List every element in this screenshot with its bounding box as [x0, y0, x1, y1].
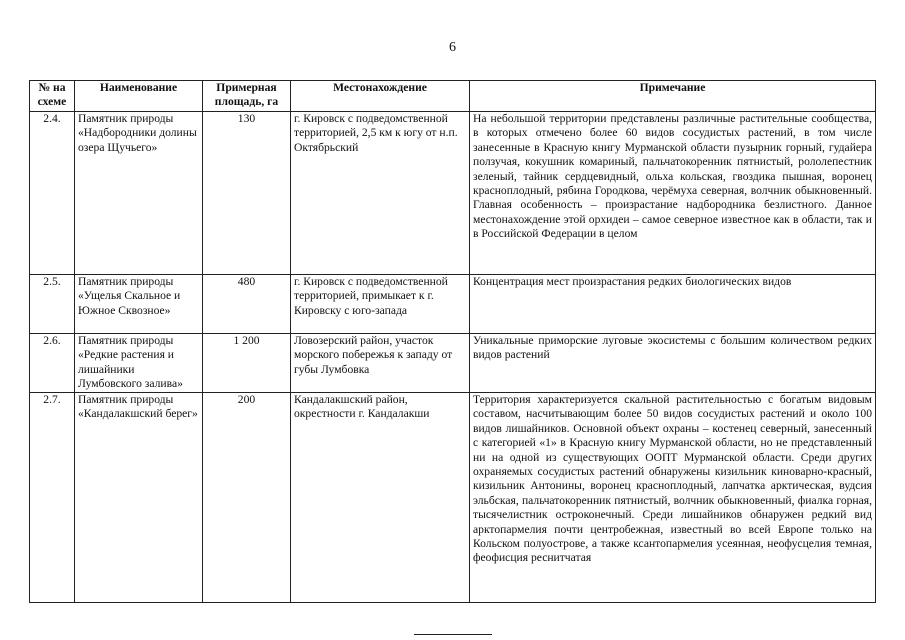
- page-number: 6: [449, 40, 456, 55]
- row-note: Концентрация мест произрастания редких биологических видов: [470, 275, 876, 334]
- row-num: 2.5.: [30, 275, 75, 334]
- header-num: № на схеме: [30, 81, 75, 112]
- header-note: Примечание: [470, 81, 876, 112]
- row-name: Памятник природы «Ущелья Скальное и Южное Сквозное»: [75, 275, 203, 334]
- header-name: Наименование: [75, 81, 203, 112]
- row-area: 480: [203, 275, 291, 334]
- row-location: г. Кировск с подведомственной территорией, примыкает к г. Кировску с юго-запада: [291, 275, 470, 334]
- row-area: 1 200: [203, 334, 291, 393]
- row-name: Памятник природы «Редкие растения и лишайники Лумбовского залива»: [75, 334, 203, 393]
- row-area: 130: [203, 112, 291, 275]
- table-header-row: [30, 81, 876, 112]
- row-num: 2.4.: [30, 112, 75, 275]
- row-name: Памятник природы «Кандалакшский берег»: [75, 393, 203, 603]
- row-note: Уникальные приморские луговые экосистемы с большим количеством редких видов растений: [470, 334, 876, 393]
- row-num: 2.6.: [30, 334, 75, 393]
- row-location: Ловозерский район, участок морского побережья к западу от губы Лумбовка: [291, 334, 470, 393]
- footer-rule: [414, 634, 492, 635]
- row-name: Памятник природы «Надбородники долины озера Щучьего»: [75, 112, 203, 275]
- protected-areas-table: [29, 80, 876, 603]
- row-location: г. Кировск с подведомственной территорией, 2,5 км к югу от н.п. Октябрьский: [291, 112, 470, 275]
- table-row: [30, 112, 876, 275]
- header-area: Примерная площадь, га: [203, 81, 291, 112]
- table-row: [30, 334, 876, 393]
- row-area: 200: [203, 393, 291, 603]
- table-row: [30, 393, 876, 603]
- row-num: 2.7.: [30, 393, 75, 603]
- row-note: Территория характеризуется скальной растительностью с богатым видовым составом, насчитывающим более 50 видов сосудистых растений и около 100 видов лишайников. Основной объект охраны – костенец северный, занесенный с категорией «1» в Красную книгу Мурманской области, но не представленный ни на одной из существующих ООПТ Мурманской области. Среди других охраняемых сосудистых растений обнаружены кизильник киноварно-красный, кизильник Антонины, воронец красноплодный, лапчатка арктическая, вудсия эльбская, пальчатокоренник пятнистый, волчник обыкновенный, фиалка горная, тысячелистник остроконечный. Среди лишайников обнаружен редкий вид арктопармелия почти центробежная, известный во всей Европе только на Кольском полуострове, а также ксантопармелия усеянная, неофусцелия темная, феофисция реснитчатая: [470, 393, 876, 603]
- row-note: На небольшой территории представлены различные растительные сообщества, в которых отмечено более 60 видов сосудистых растений, в том числе занесенные в Красную книгу Мурманской области пузырник горный, гудайера ползучая, кокушник комариный, пальчатокоренник пятнистый, pололепестник зеленый, тайник сердцевидный, ольха кольская, гвоздика пышная, воронец красноплодный, рябина Городкова, черёмуха северная, волчник обыкновенный. Главная особенность – произрастание надбородника безлистного. Данное местонахождение этой орхидеи – самое северное известное как в области, так и в Российской Федерации в целом: [470, 112, 876, 275]
- row-location: Кандалакшский район, окрестности г. Кандалакши: [291, 393, 470, 603]
- header-location: Местонахождение: [291, 81, 470, 112]
- table-row: [30, 275, 876, 334]
